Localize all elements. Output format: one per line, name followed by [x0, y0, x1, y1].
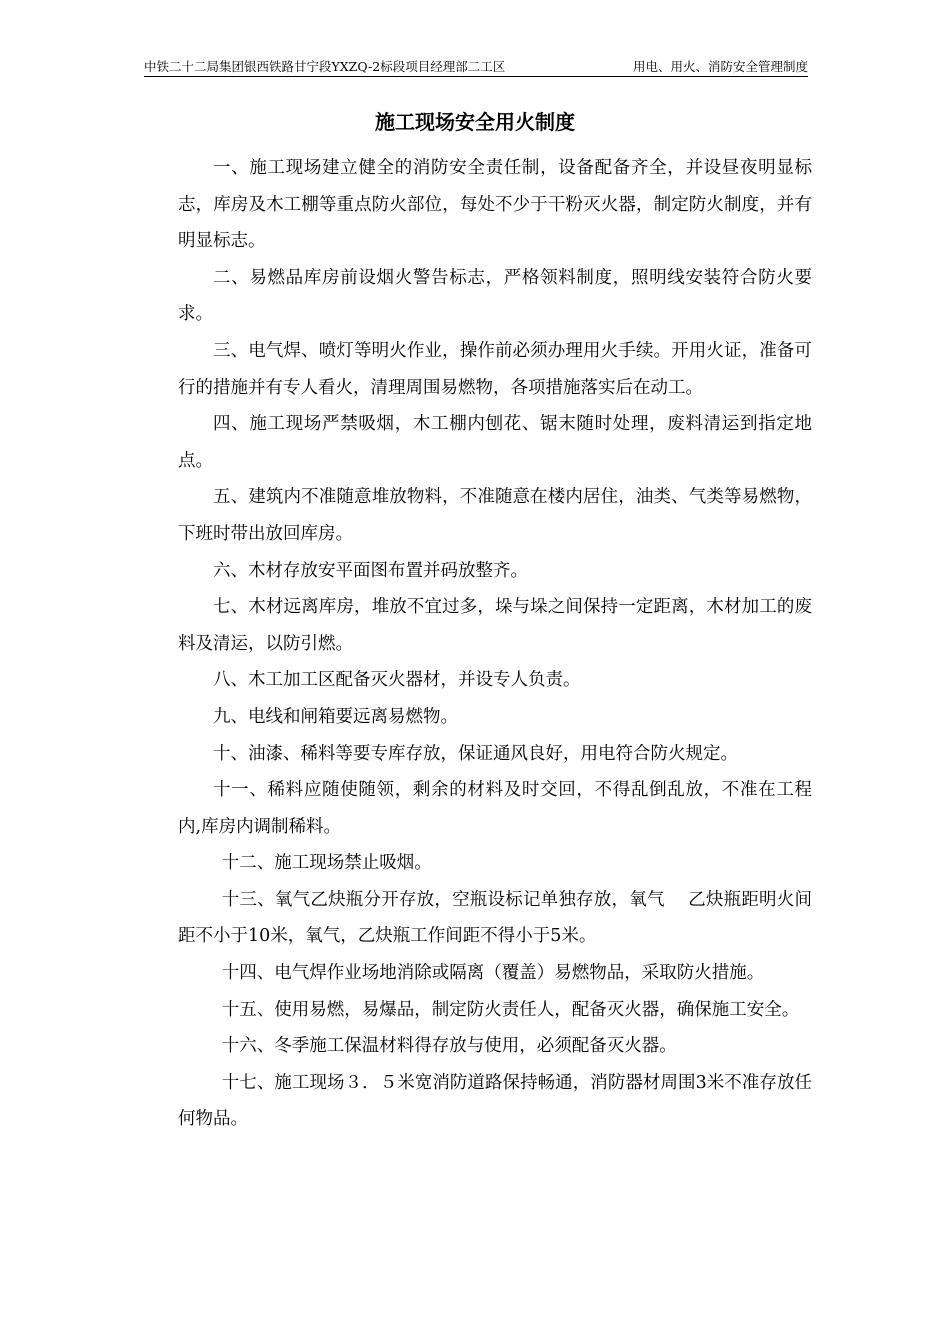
document-body [178, 150, 812, 1138]
rule-paragraph-3: 三、电气焊、喷灯等明火作业，操作前必须办理用火手续。开用火证，准备可行的措施并有专人看火，清理周围易燃物，各项措施落实后在动工。 [178, 340, 812, 398]
header-project-name: 中铁二十二局集团银西铁路甘宁段YXZQ-2标段项目经理部二工区 [144, 59, 506, 74]
rule-paragraph-7: 七、木材远离库房，堆放不宜过多，垛与垛之间保持一定距离，木材加工的废料及清运，以防引燃。 [178, 597, 812, 654]
rule-paragraph-8: 八、木工加工区配备灭火器材，并设专人负责。 [213, 670, 581, 691]
rule-paragraph-13: 十三、氧气乙炔瓶分开存放，空瓶设标记单独存放，氧气 乙炔瓶距明火间距不小于10米，氧气，乙炔瓶工作间距不得小于5米。 [178, 889, 812, 947]
rule-paragraph-6: 六、木材存放安平面图布置并码放整齐。 [213, 560, 528, 581]
rule-paragraph-9: 九、电线和闸箱要远离易燃物。 [213, 706, 458, 727]
rule-paragraph-11: 十一、稀料应随使随领，剩余的材料及时交回，不得乱倒乱放，不准在工程内,库房内调制稀料。 [178, 780, 812, 837]
rule-paragraph-12: 十二、施工现场禁止吸烟。 [221, 853, 432, 874]
rule-paragraph-14: 十四、电气焊作业场地消除或隔离（覆盖）易燃物品，采取防火措施。 [221, 963, 765, 984]
rule-paragraph-5: 五、建筑内不准随意堆放物料，不准随意在楼内居住，油类、气类等易燃物，下班时带出放回库房。 [178, 487, 812, 544]
page-header [144, 59, 808, 77]
rule-paragraph-1: 一、施工现场建立健全的消防安全责任制，设备配备齐全，并设昼夜明显标志，库房及木工棚等重点防火部位，每处不少于干粉灭火器，制定防火制度，并有明显标志。 [178, 158, 812, 252]
rule-paragraph-10: 十、油漆、稀料等要专库存放，保证通风良好，用电符合防火规定。 [213, 743, 738, 764]
document-title: 施工现场安全用火制度 [375, 110, 575, 134]
rule-paragraph-17: 十七、施工现场３．５米宽消防道路保持畅通，消防器材周围3米不准存放任何物品。 [178, 1072, 812, 1130]
rule-paragraph-15: 十五、使用易燃，易爆品，制定防火责任人，配备灭火器，确保施工安全。 [221, 999, 800, 1020]
rule-paragraph-16: 十六、冬季施工保温材料得存放与使用，必须配备灭火器。 [221, 1036, 677, 1057]
rule-paragraph-4: 四、施工现场严禁吸烟，木工棚内刨花、锯末随时处理，废料清运到指定地点。 [178, 414, 812, 471]
header-document-category: 用电、用火、消防安全管理制度 [632, 59, 808, 74]
rule-paragraph-2: 二、易燃品库房前设烟火警告标志，严格领料制度，照明线安装符合防火要求。 [178, 267, 812, 325]
